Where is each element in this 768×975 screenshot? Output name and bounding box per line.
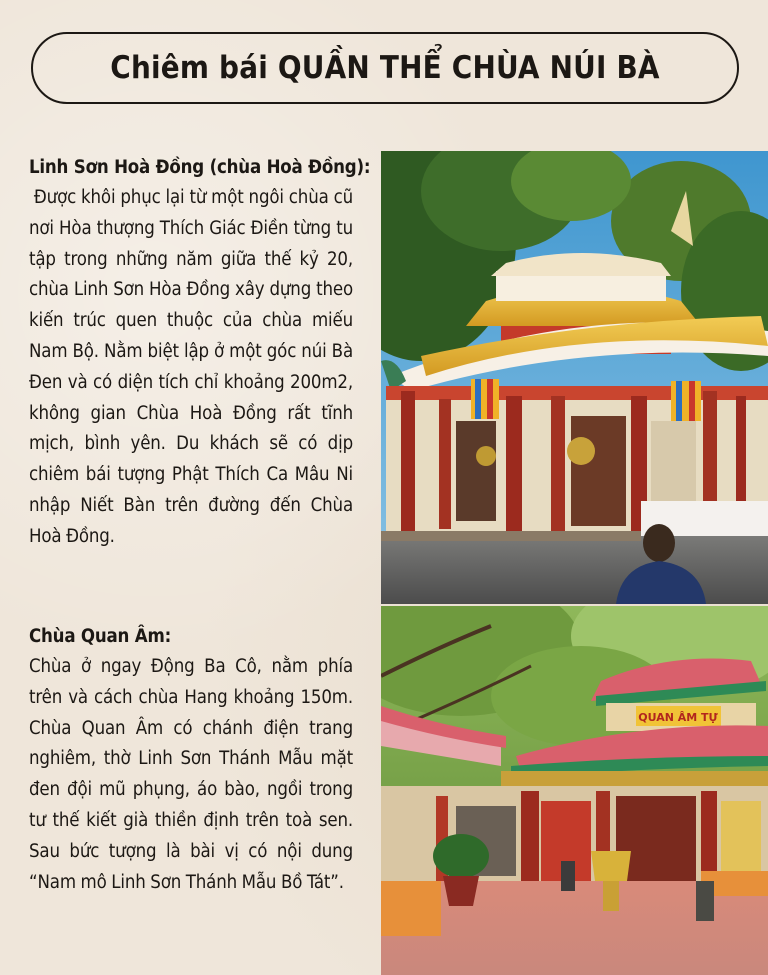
- hoa-dong-pagoda-photo: [381, 151, 768, 604]
- quan-am-sign-text: QUAN ÂM TỰ: [638, 711, 718, 724]
- section-body: Được khôi phục lại từ một ngôi chùa cũ nơi Hòa thượng Thích Giác Điền từng tu tập trong những năm giữa thế kỷ 20, chùa Linh Sơn Hòa Đồng xây dựng theo kiến trúc quen thuộc của chùa miếu Nam Bộ. Nằm biệt lập ở một góc núi Bà Đen và có diện tích chỉ khoảng 200m2, không gian Chùa Hoà Đồng rất tĩnh mịch, bình yên. Du khách sẽ có dịp chiêm bái tượng Phật Thích Ca Mâu Ni nhập Niết Bàn trên đường đến Chùa Hoà Đồng.: [29, 187, 353, 547]
- quan-am-pagoda-photo: [381, 606, 768, 975]
- section-body: Chùa ở ngay Động Ba Cô, nằm phía trên và cách chùa Hang khoảng 150m. Chùa Quan Âm có chánh điện trang nghiêm, thờ Linh Sơn Thánh Mẫu mặt đen đội mũ phụng, áo bào, ngồi trong tư thế kiết già thiền định trên toà sen. Sau bức tượng là bài vị có nội dung “Nam mô Linh Sơn Thánh Mẫu Bồ Tát”.: [29, 656, 353, 893]
- section-quan-am: [29, 621, 353, 898]
- page-title: Chiêm bái QUẦN THỂ CHÙA NÚI BÀ: [110, 50, 660, 86]
- title-banner: [31, 32, 739, 104]
- section-hoa-dong: [29, 152, 371, 553]
- section-heading: Linh Sơn Hoà Đồng (chùa Hoà Đồng):: [29, 157, 371, 178]
- section-heading: Chùa Quan Âm:: [29, 626, 172, 647]
